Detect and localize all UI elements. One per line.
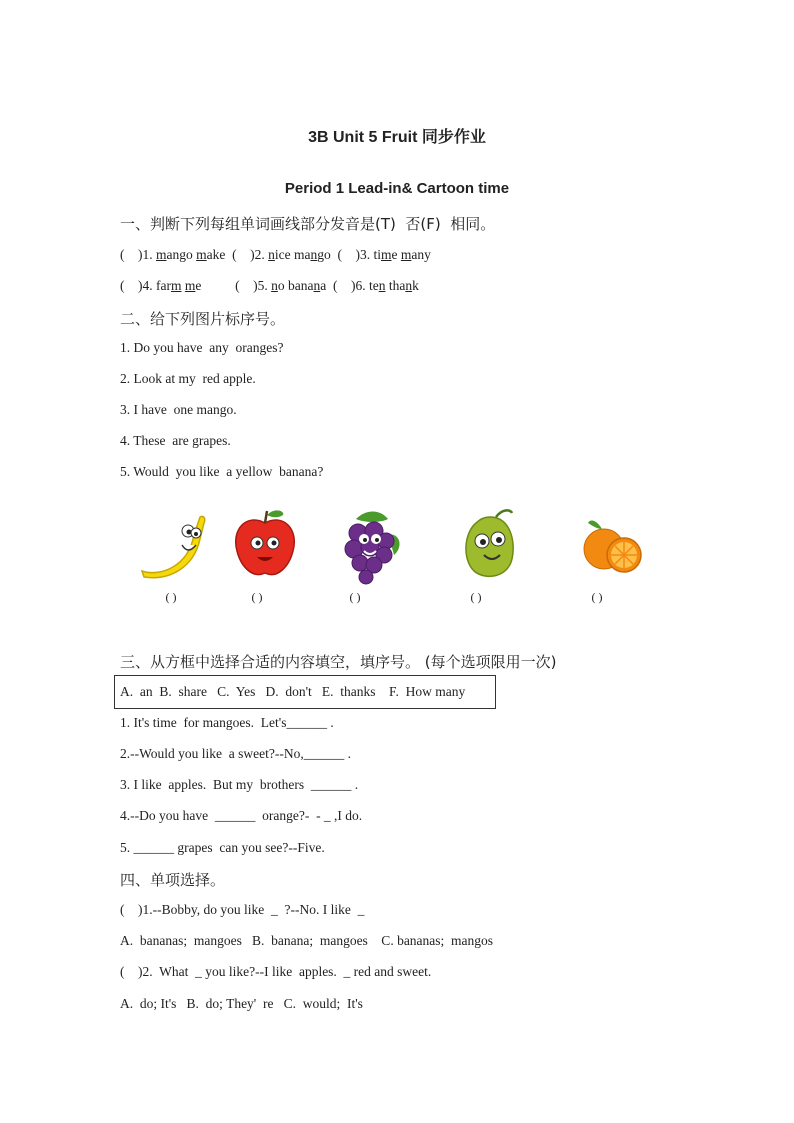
section-4-question-1: ( )1.--Bobby, do you like _ ?--No. I like _ (120, 902, 365, 917)
apple-answer-paren[interactable]: ( ) (251, 590, 263, 604)
page-subtitle: Period 1 Lead-in& Cartoon time (284, 180, 510, 197)
section-4-heading: 四、单项选择。 (120, 871, 226, 889)
grapes-icon (330, 505, 410, 585)
orange-answer-paren[interactable]: ( ) (591, 590, 603, 604)
section-3-item-4: 4.--Do you have ______ orange?- - _ ,I do. (120, 808, 363, 823)
banana-answer-paren[interactable]: ( ) (165, 590, 177, 604)
apple-icon (225, 505, 305, 585)
section-3-item-1: 1. It's time for mangoes. Let's______ . (120, 715, 334, 730)
mango-answer-paren[interactable]: ( ) (470, 590, 482, 604)
grapes-answer-paren[interactable]: ( ) (349, 590, 361, 604)
section-2-item-4: 4. These are grapes. (120, 433, 231, 448)
section-4-options-2: A. do; It's B. do; They' re C. would; It's (120, 996, 363, 1011)
orange-icon (572, 505, 652, 585)
section-3-item-2: 2.--Would you like a sweet?--No,______ . (120, 746, 351, 761)
section-1-row-1: ( )1. mango make ( )2. nice mango ( )3. time many (120, 247, 431, 262)
section-3-heading: 三、从方框中选择合适的内容填空，填序号。 (每个选项限用一次) (120, 653, 557, 671)
section-1-row-2: ( )4. farm me ( )5. no banana ( )6. ten thank (120, 278, 419, 293)
page-title: 3B Unit 5 Fruit 同步作业 (308, 129, 486, 146)
section-2-heading: 二、给下列图片标序号。 (120, 310, 286, 328)
section-2-item-3: 3. I have one mango. (120, 402, 237, 417)
section-2-item-2: 2. Look at my red apple. (120, 371, 256, 386)
section-1-heading: 一、判断下列每组单词画线部分发音是(T) 否(F) 相同。 (120, 215, 496, 233)
section-2-item-1: 1. Do you have any oranges? (120, 340, 284, 355)
section-2-item-5: 5. Would you like a yellow banana? (120, 464, 324, 479)
options-list: A. an B. share C. Yes D. don't E. thanks F. How many (120, 684, 466, 699)
section-4-options-1: A. bananas; mangoes B. banana; mangoes C. bananas; mangos (120, 933, 494, 948)
mango-icon (450, 505, 530, 585)
section-3-item-5: 5. ______ grapes can you see?--Five. (120, 840, 325, 855)
section-4-question-2: ( )2. What _ you like?--I like apples. _ red and sweet. (120, 964, 432, 979)
section-3-item-3: 3. I like apples. But my brothers ______ . (120, 777, 359, 792)
banana-icon (130, 505, 210, 585)
